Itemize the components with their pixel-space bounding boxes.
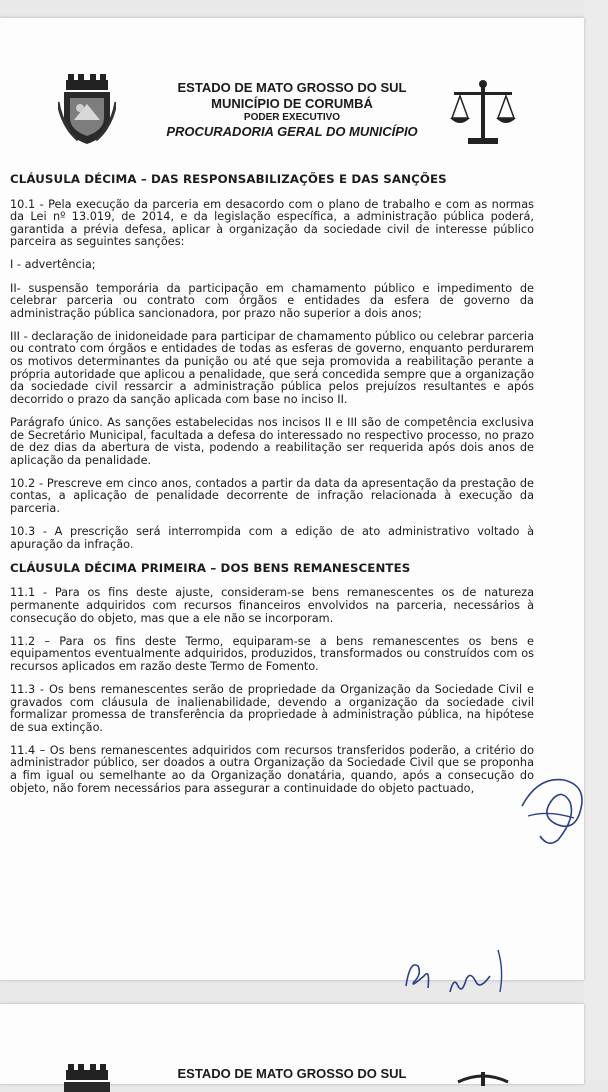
header-municipality: MUNICÍPIO DE CORUMBÁ [211,96,373,111]
paragraph-11-4: 11.4 – Os bens remanescentes adquiridos com recursos transferidos poderão, a critério do administrador público, ser doados a outra Organização da Sociedade Civil que se proponha a fim igual ou semelhante ao da Organização donatária, quando, após a consecução do objeto, não forem necessários para assegurar a continuidade do objeto pactuado, [10,743,534,795]
header-executive: PODER EXECUTIVO [243,112,341,123]
document-page-2 [0,1004,584,1084]
document-body [10,173,534,806]
scales-of-justice-icon [448,78,518,148]
letterhead [0,18,584,148]
paragraph-10-3: 10.3 - A prescrição será interrompida com a edição de ato administrativo voltado à apuração da infração. [10,525,534,551]
header-procuradoria: PROCURADORIA GERAL DO MUNICÍPIO [166,124,418,139]
paragraph-11-1: 11.1 - Para os fins deste ajuste, consideram-se bens remanescentes os de natureza permanente adquiridos com recursos financeiros envolvidos na parceria, necessários à consecução do objeto, mas que a ele não se incorporam. [10,586,534,625]
item-i: I - advertência; [10,258,96,272]
header-state: ESTADO DE MATO GROSSO DO SUL [177,80,407,95]
scales-of-justice-icon [448,1066,518,1086]
paragraph-11-2: 11.2 – Para os fins deste Termo, equiparam-se a bens remanescentes os bens e equipamentos eventualmente adquiridos, produzidos, transformados ou construídos com os recursos aplicados em razão deste Termo de Fomento. [10,634,534,673]
item-iii: III - declaração de inidoneidade para participar de chamamento público ou celebrar parceria ou contrato com órgãos e entidades de todas as esferas de governo, enquanto perdurarem os motivos determinantes da punição ou até que seja promovida a reabilitação perante a própria autoridade que aplicou a penalidade, que será concedida sempre que a organização da sociedade civil ressarcir a administração pública pelos prejuízos resultantes e após decorrido o prazo da sanção aplicada com base no inciso II. [10,329,534,406]
document-page-1 [0,18,584,980]
clause-11-title: CLÁUSULA DÉCIMA PRIMEIRA – DOS BENS REMANESCENTES [10,560,411,575]
footer-signature-icon [400,946,512,994]
paragraph-10-2: 10.2 - Prescreve em cinco anos, contados a partir da data da apresentação da prestação de contas, a aplicação de penalidade decorrente de infração relacionada à execução da parceria. [10,476,534,515]
paragraph-11-3: 11.3 - Os bens remanescentes serão de propriedade da Organização da Sociedade Civil e gravados com cláusula de inalienabilidade, devendo a organização da sociedade civil formalizar promessa de transferência da propriedade à administração pública, na hipótese de sua extinção. [10,682,534,734]
viewer-background-strip [584,0,608,1080]
initials-signature-icon [518,766,592,850]
paragrafo-unico: Parágrafo único. As sanções estabelecidas nos incisos II e III são de competência exclusiva de Secretário Municipal, facultada a defesa do interessado no respectivo processo, no prazo de dez dias da abertura de vista, podendo a reabilitação ser requerida após dois anos de aplicação da penalidade. [10,415,534,467]
item-ii: II- suspensão temporária da participação em chamamento público e impedimento de celebrar parceria ou contrato com órgãos e entidades da esfera de governo da administração pública sancionadora, por prazo não superior a dois anos; [10,281,534,320]
clause-10-title: CLÁUSULA DÉCIMA – DAS RESPONSABILIZAÇÕES E DAS SANÇÕES [10,172,447,186]
paragraph-10-1: 10.1 - Pela execução da parceria em desacordo com o plano de trabalho e com as normas da Lei nº 13.019, de 2014, e da legislação específica, a administração pública poderá, garantida a prévia defesa, aplicar à organização da sociedade civil de interesse público parceira as seguintes sanções: [10,197,534,249]
page2-header-state: ESTADO DE MATO GROSSO DO SUL [177,1066,407,1081]
